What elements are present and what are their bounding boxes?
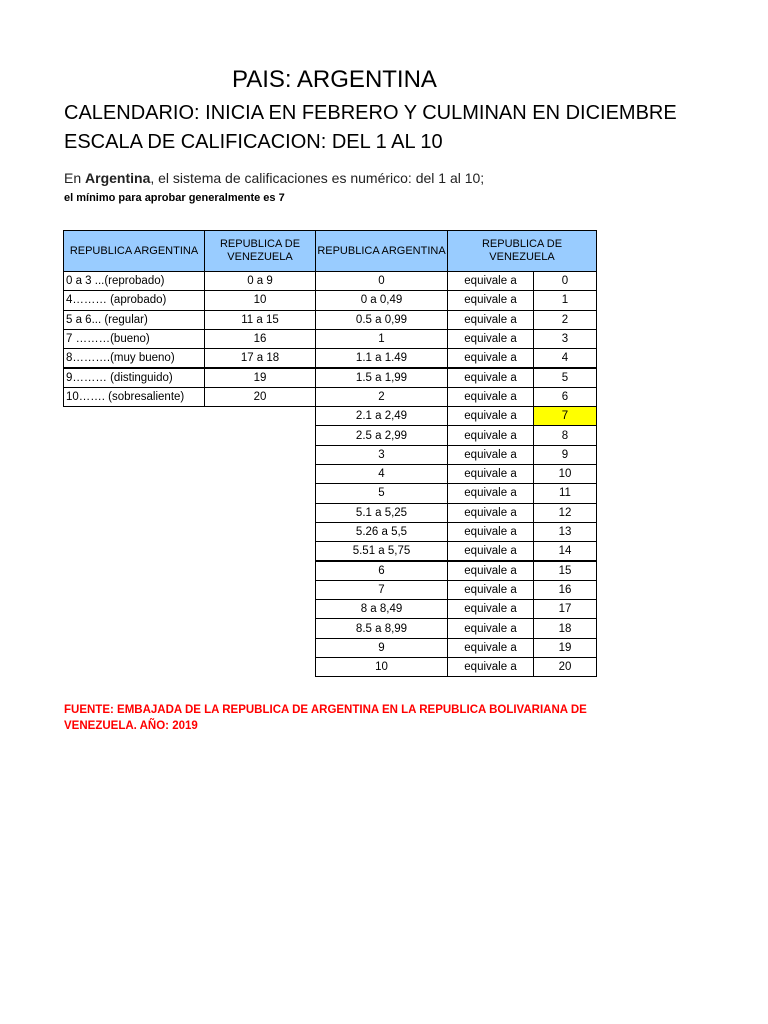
table-cell: 10……. (sobresaliente) — [63, 387, 205, 407]
table-cell: 8 — [533, 425, 597, 445]
table-cell: equivale a — [447, 445, 534, 465]
table-cell: 2 — [533, 310, 597, 330]
table-cell: 0.5 a 0,99 — [315, 310, 448, 330]
table-cell: 11 — [533, 483, 597, 503]
table-cell: 20 — [533, 657, 597, 677]
header-cell: REPUBLICA DE VENEZUELA — [204, 230, 316, 272]
page-title: PAIS: ARGENTINA — [232, 66, 437, 93]
table-cell: equivale a — [447, 541, 534, 561]
table-cell: 2 — [315, 387, 448, 407]
table-cell: 19 — [533, 638, 597, 658]
table-cell: 5 — [315, 483, 448, 503]
table-cell: equivale a — [447, 464, 534, 484]
table-cell: equivale a — [447, 618, 534, 638]
table-cell: 17 a 18 — [204, 348, 316, 368]
table-cell: 9 — [533, 445, 597, 465]
table-cell: 15 — [533, 561, 597, 581]
table-cell: 16 — [204, 329, 316, 349]
table-cell: equivale a — [447, 368, 534, 388]
table-cell: 20 — [204, 387, 316, 407]
table-cell: 0 a 3 ...(reprobado) — [63, 271, 205, 291]
table-cell: 4 — [315, 464, 448, 484]
header-cell: REPUBLICA ARGENTINA — [63, 230, 205, 272]
table-cell: equivale a — [447, 348, 534, 368]
table-cell: 11 a 15 — [204, 310, 316, 330]
table-cell: 1.5 a 1,99 — [315, 368, 448, 388]
table-cell: 1.1 a 1.49 — [315, 348, 448, 368]
table-cell: 0 a 9 — [204, 271, 316, 291]
table-cell: 8 a 8,49 — [315, 599, 448, 619]
table-cell: equivale a — [447, 580, 534, 600]
table-cell: 3 — [533, 329, 597, 349]
table-cell: 10 — [204, 290, 316, 310]
intro-prefix: En — [64, 170, 86, 186]
table-cell: equivale a — [447, 387, 534, 407]
table-cell: equivale a — [447, 638, 534, 658]
table-cell: 7 ………(bueno) — [63, 329, 205, 349]
table-cell: 13 — [533, 522, 597, 542]
scale-line: ESCALA DE CALIFICACION: DEL 1 AL 10 — [64, 131, 443, 153]
table-cell: 9 — [315, 638, 448, 658]
table-cell: 4……… (aprobado) — [63, 290, 205, 310]
calendar-line: CALENDARIO: INICIA EN FEBRERO Y CULMINAN EN DICIEMBRE — [64, 102, 677, 124]
table-cell: 9……… (distinguido) — [63, 368, 205, 388]
table-cell: 2.5 a 2,99 — [315, 425, 448, 445]
table-cell: 5.26 a 5,5 — [315, 522, 448, 542]
table-cell: 16 — [533, 580, 597, 600]
table-cell: 8.5 a 8,99 — [315, 618, 448, 638]
table-cell: 2.1 a 2,49 — [315, 406, 448, 426]
table-cell: 5 — [533, 368, 597, 388]
header-cell: REPUBLICA DE VENEZUELA — [447, 230, 597, 272]
table-cell: equivale a — [447, 657, 534, 677]
table-cell: 4 — [533, 348, 597, 368]
intro-suffix: , el sistema de calificaciones es numérico: del 1 al 10; — [150, 170, 485, 186]
table-cell: equivale a — [447, 271, 534, 291]
table-cell: 6 — [315, 561, 448, 581]
table-cell: equivale a — [447, 483, 534, 503]
table-cell: 0 — [315, 271, 448, 291]
intro-text — [64, 170, 484, 186]
intro-country: Argentina — [85, 170, 151, 186]
minimum-note: el mínimo para aprobar generalmente es 7 — [64, 192, 285, 204]
table-cell: 7 — [315, 580, 448, 600]
table-cell: 18 — [533, 618, 597, 638]
table-cell: 1 — [533, 290, 597, 310]
table-cell: 14 — [533, 541, 597, 561]
header-cell: REPUBLICA ARGENTINA — [315, 230, 448, 272]
table-cell: 0 — [533, 271, 597, 291]
table-cell: 5.1 a 5,25 — [315, 503, 448, 523]
table-cell: 12 — [533, 503, 597, 523]
table-cell: 7 — [533, 406, 597, 426]
table-cell: 10 — [315, 657, 448, 677]
source-note: FUENTE: EMBAJADA DE LA REPUBLICA DE ARGENTINA EN LA REPUBLICA BOLIVARIANA DE VENEZUELA. AÑO: 2019 — [64, 704, 587, 732]
table-cell: equivale a — [447, 425, 534, 445]
table-cell: 17 — [533, 599, 597, 619]
table-cell: 6 — [533, 387, 597, 407]
table-cell: 0 a 0,49 — [315, 290, 448, 310]
table-cell: equivale a — [447, 329, 534, 349]
table-cell: 3 — [315, 445, 448, 465]
table-cell: 10 — [533, 464, 597, 484]
table-cell: equivale a — [447, 599, 534, 619]
table-cell: equivale a — [447, 310, 534, 330]
table-cell: 1 — [315, 329, 448, 349]
table-cell: equivale a — [447, 503, 534, 523]
table-cell: 8……….(muy bueno) — [63, 348, 205, 368]
table-cell: 5 a 6... (regular) — [63, 310, 205, 330]
table-cell: equivale a — [447, 522, 534, 542]
table-cell: 19 — [204, 368, 316, 388]
table-cell: equivale a — [447, 290, 534, 310]
table-cell: equivale a — [447, 561, 534, 581]
table-cell: 5.51 a 5,75 — [315, 541, 448, 561]
table-cell: equivale a — [447, 406, 534, 426]
